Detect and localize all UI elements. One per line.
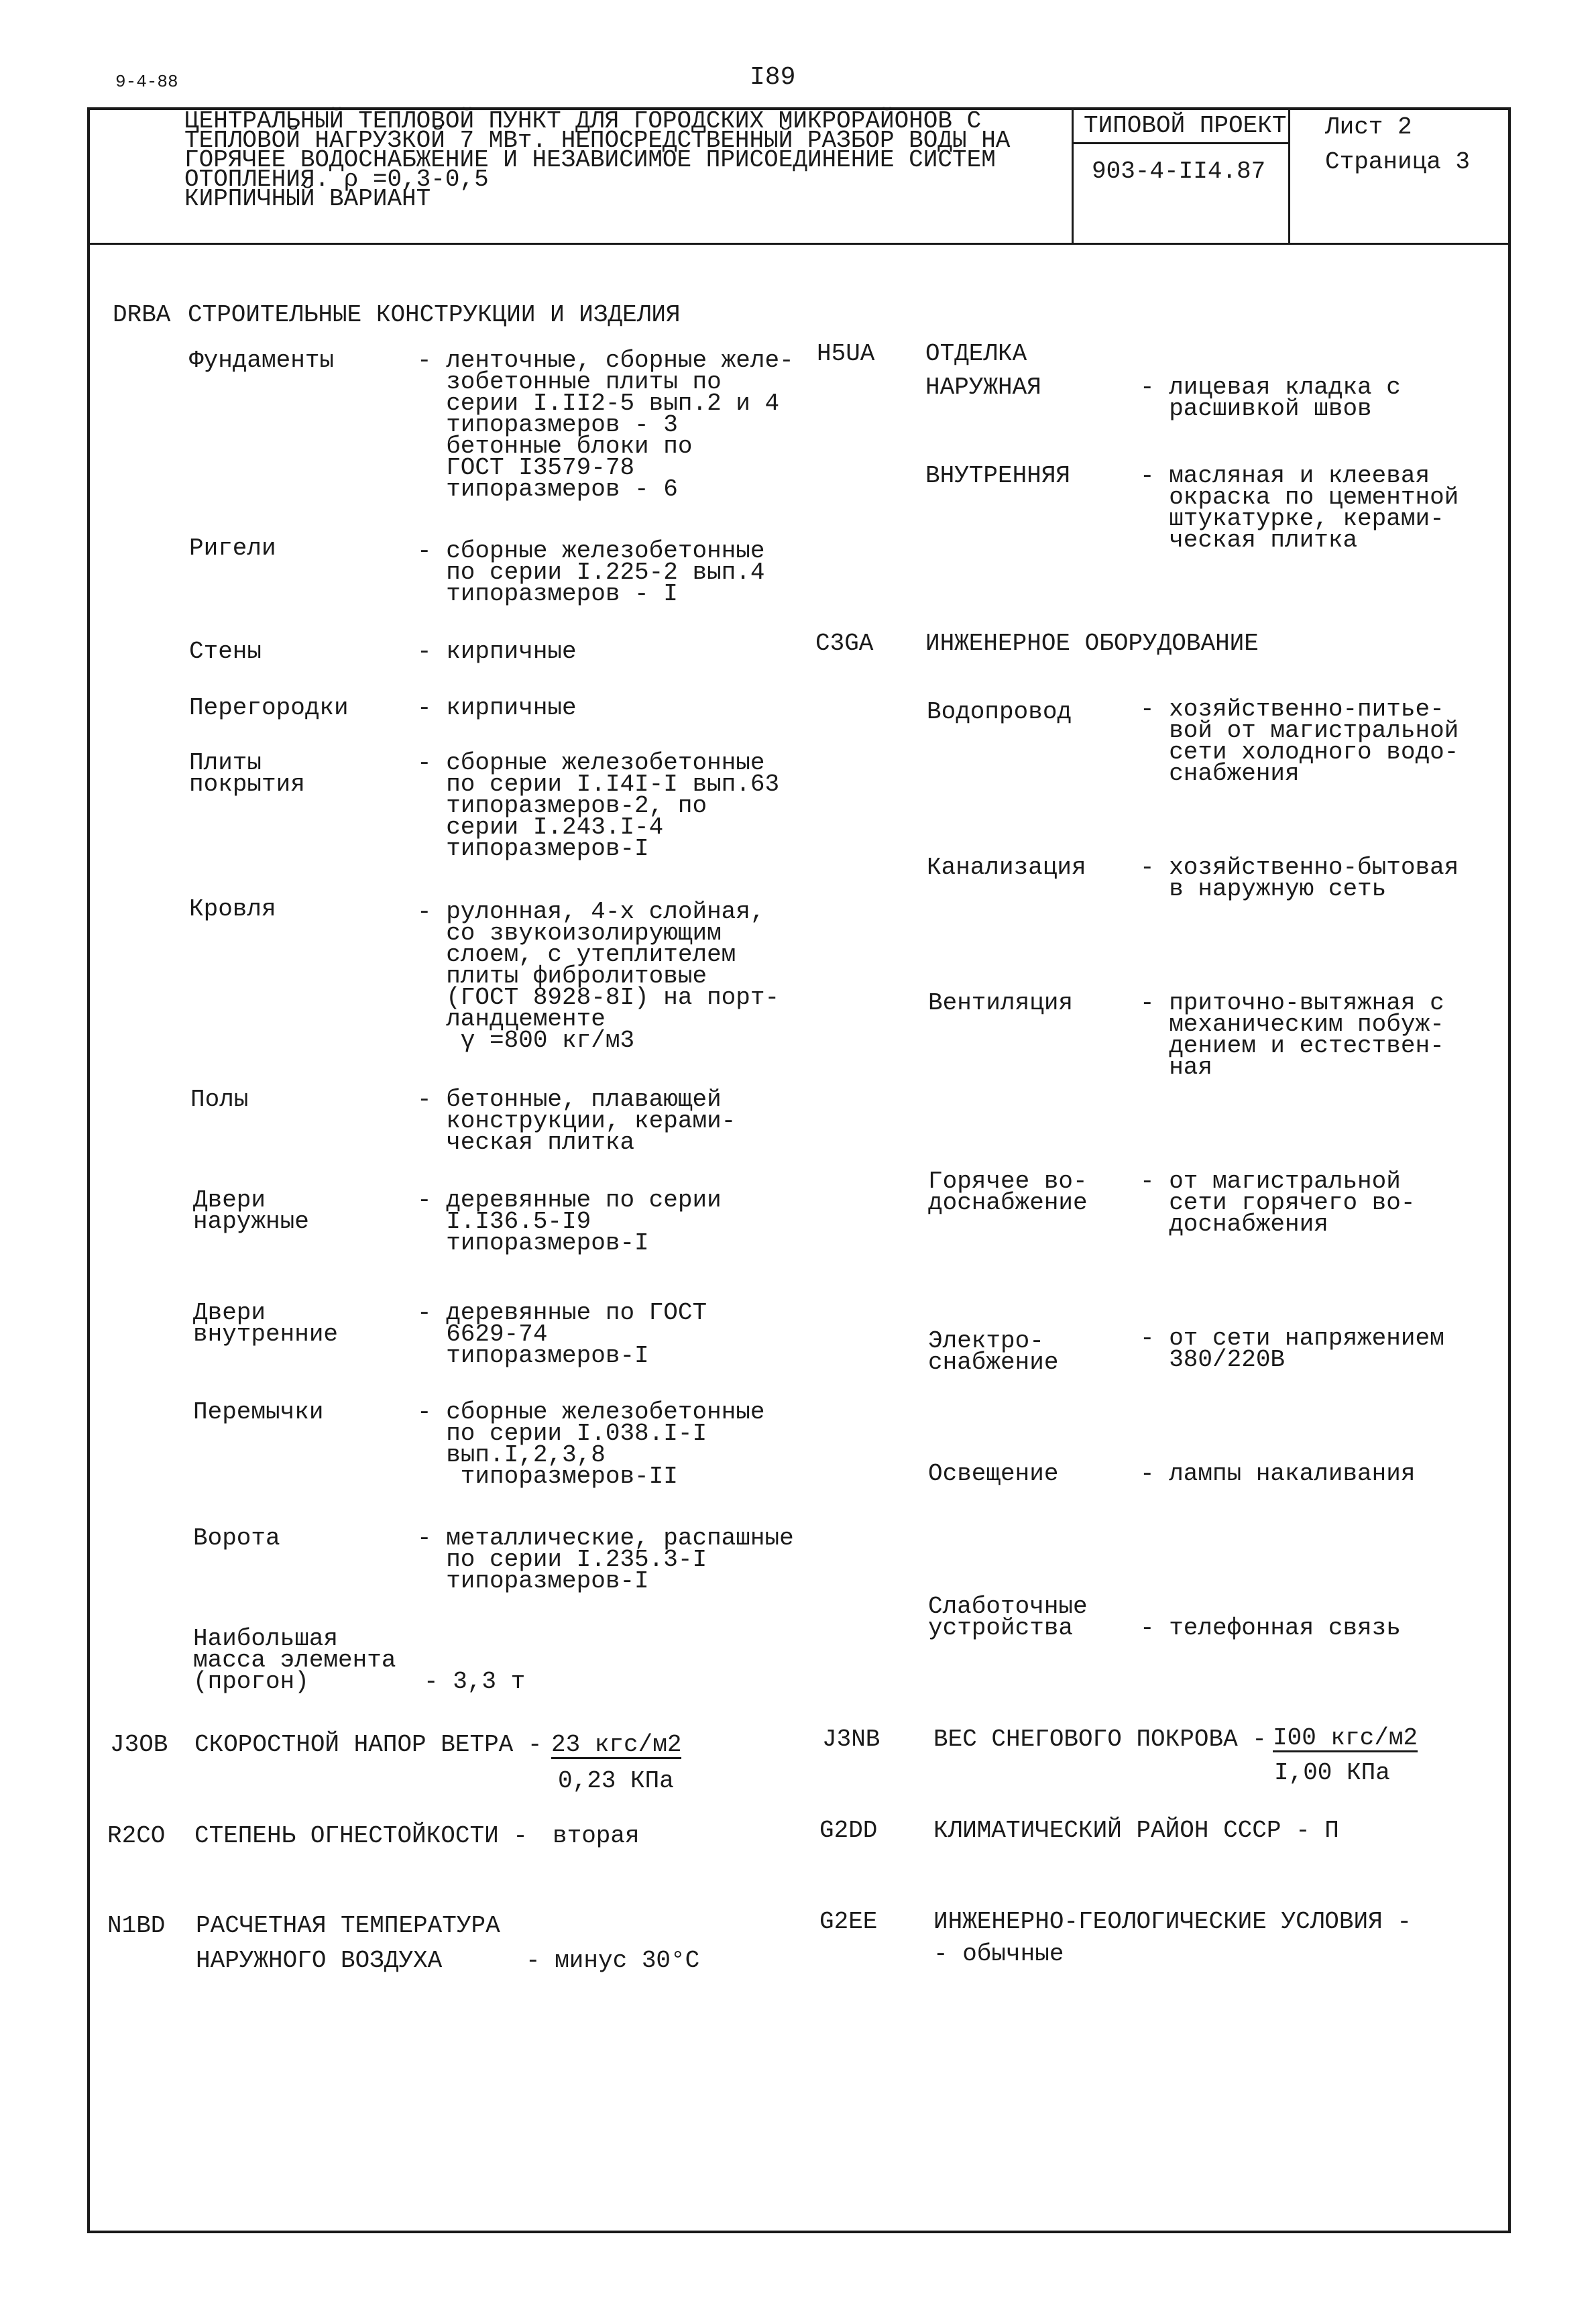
- finish-value-inner: - масляная и клеевая окраска по цементной штукатурке, керами- ческая плитка: [1140, 462, 1459, 554]
- project-number: 903-4-II4.87: [1092, 158, 1266, 185]
- item-label-floors: Полы: [190, 1086, 249, 1113]
- param-code-temperature: N1BD: [107, 1912, 166, 1939]
- document-title: ЦЕНТРАЛЬНЫЙ ТЕПЛОВОЙ ПУНКТ ДЛЯ ГОРОДСКИХ МИКРОРАЙОНОВ С ТЕПЛОВОЙ НАГРУЗКОЙ 7 МВт. НЕПОСРЕДСТВЕННЫЙ РАЗБОР ВОДЫ НА ГОРЯЧЕЕ ВОДОСНАБЖЕНИЕ И НЕЗАВИСИМОЕ ПРИСОЕДИНЕНИЕ СИСТЕМ ОТОПЛЕНИЯ. ρ =0,3-0,5 КИРПИЧНЫЙ ВАРИАНТ: [184, 107, 1011, 213]
- param-code-snow: J3NB: [822, 1726, 880, 1753]
- param-text-climate: КЛИМАТИЧЕСКИЙ РАЙОН СССР - П: [933, 1817, 1339, 1844]
- item-label-max-mass: Наибольшая масса элемента (прогон): [193, 1625, 396, 1695]
- equip-label-low-current: Слаботочные устройства: [928, 1593, 1088, 1642]
- item-value-partitions: - кирпичные: [417, 694, 577, 722]
- param-code-wind: J3OB: [110, 1731, 168, 1758]
- param-value-snow: I00 кгс/м2: [1273, 1724, 1418, 1752]
- param-code-geology: G2EE: [819, 1908, 878, 1935]
- project-label-divider: [1072, 142, 1288, 144]
- item-label-lintels: Перемычки: [193, 1398, 324, 1426]
- page-number: I89: [750, 63, 796, 92]
- title-block-vline-2: [1288, 107, 1290, 243]
- param-value-temperature: - минус 30°С: [526, 1947, 700, 1974]
- section-code-equipment: C3GA: [815, 630, 874, 657]
- equip-label-sewerage: Канализация: [927, 854, 1086, 881]
- title-block-vline-1: [1072, 107, 1074, 243]
- equip-label-lighting: Освещение: [928, 1460, 1059, 1487]
- section-heading-structures: СТРОИТЕЛЬНЫЕ КОНСТРУКЦИИ И ИЗДЕЛИЯ: [188, 301, 681, 329]
- param-label-geology: ИНЖЕНЕРНО-ГЕОЛОГИЧЕСКИЕ УСЛОВИЯ -: [933, 1908, 1412, 1935]
- param-label-temperature: РАСЧЕТНАЯ ТЕМПЕРАТУРА: [196, 1912, 500, 1939]
- item-label-inner-doors: Двери внутренние: [193, 1299, 339, 1348]
- item-value-lintels: - сборные железобетонные по серии I.038.I-I вып.I,2,3,8 типоразмеров-II: [417, 1398, 765, 1490]
- item-value-outer-doors: - деревянные по серии I.I36.5-I9 типоразмеров-I: [417, 1186, 722, 1257]
- item-label-roof-slabs: Плиты покрытия: [189, 749, 305, 798]
- equip-label-power: Электро- снабжение: [928, 1327, 1059, 1376]
- section-heading-finish: ОТДЕЛКА: [925, 340, 1027, 368]
- item-value-gates: - металлические, распашные по серии I.235.3-I типоразмеров-I: [417, 1524, 794, 1595]
- item-value-max-mass: - 3,3 т: [424, 1668, 526, 1695]
- section-code-finish: H5UA: [817, 340, 875, 368]
- item-label-foundations: Фундаменты: [189, 347, 335, 374]
- param-label-fire: СТЕПЕНЬ ОГНЕСТОЙКОСТИ -: [194, 1822, 528, 1850]
- item-value-floors: - бетонные, плавающей конструкции, керами- ческая плитка: [417, 1086, 736, 1156]
- equip-value-hot-water: - от магистральной сети горячего во- доснабжения: [1140, 1168, 1416, 1238]
- param-value-wind: 23 кгс/м2: [551, 1731, 682, 1758]
- equip-value-lighting: - лампы накаливания: [1140, 1460, 1416, 1487]
- param-code-fire: R2CO: [107, 1822, 166, 1850]
- item-label-walls: Стены: [189, 638, 262, 665]
- param-code-climate: G2DD: [819, 1817, 878, 1844]
- item-label-gates: Ворота: [193, 1524, 280, 1552]
- param-value2-wind: 0,23 КПа: [558, 1767, 674, 1795]
- item-value-roof-slabs: - сборные железобетонные по серии I.I4I-I вып.63 типоразмеров-2, по серии I.243.I-4 типоразмеров-I: [417, 749, 780, 862]
- item-label-crossbars: Ригели: [189, 535, 276, 562]
- equip-value-sewerage: - хозяйственно-бытовая в наружную сеть: [1140, 854, 1459, 903]
- page-label: Страница 3: [1325, 148, 1471, 176]
- finish-label-inner: ВНУТРЕННЯЯ: [925, 462, 1071, 490]
- equip-label-ventilation: Вентиляция: [928, 989, 1074, 1017]
- finish-value-outer: - лицевая кладка с расшивкой швов: [1140, 374, 1401, 423]
- section-code-structures: DRBA: [113, 301, 171, 329]
- param-label2-temperature: НАРУЖНОГО ВОЗДУХА: [196, 1947, 443, 1974]
- item-value-walls: - кирпичные: [417, 638, 577, 665]
- equip-value-ventilation: - приточно-вытяжная с механическим побуж- дением и естествен- ная: [1140, 989, 1444, 1081]
- item-value-inner-doors: - деревянные по ГОСТ 6629-74 типоразмеров-I: [417, 1299, 707, 1369]
- param-label-snow: ВЕС СНЕГОВОГО ПОКРОВА -: [933, 1726, 1267, 1753]
- equip-label-water-supply: Водопровод: [927, 698, 1072, 726]
- item-value-roofing: - рулонная, 4-х слойная, со звукоизолирующим слоем, с утеплителем плиты фибролитовые (ГОСТ 8928-8I) на порт- ландцементе γ =800 кг/м3: [417, 898, 780, 1054]
- item-value-crossbars: - сборные железобетонные по серии I.225-2 вып.4 типоразмеров - I: [417, 537, 765, 608]
- equip-value-power: - от сети напряжением 380/220В: [1140, 1325, 1444, 1373]
- document-code: 9-4-88: [115, 72, 178, 92]
- equip-label-hot-water: Горячее во- доснабжение: [928, 1168, 1088, 1217]
- param-label-wind: СКОРОСТНОЙ НАПОР ВЕТРА -: [194, 1731, 543, 1758]
- item-label-partitions: Перегородки: [189, 694, 349, 722]
- finish-label-outer: НАРУЖНАЯ: [925, 374, 1041, 401]
- equip-value-low-current: - телефонная связь: [1140, 1614, 1401, 1642]
- param-value2-snow: I,00 КПа: [1274, 1759, 1390, 1787]
- title-block-divider: [87, 243, 1511, 245]
- item-value-foundations: - ленточные, сборные желе- зобетонные плиты по серии I.II2-5 вып.2 и 4 типоразмеров - 3 бетонные блоки по ГОСТ I3579-78 типоразмеров - 6: [417, 347, 794, 503]
- param-value-geology: - обычные: [933, 1940, 1064, 1968]
- equip-value-water-supply: - хозяйственно-питье- вой от магистральной сети холодного водо- снабжения: [1140, 695, 1459, 787]
- item-label-outer-doors: Двери наружные: [193, 1186, 309, 1235]
- param-value-fire: вторая: [553, 1822, 640, 1850]
- project-label: ТИПОВОЙ ПРОЕКТ: [1084, 112, 1287, 139]
- section-heading-equipment: ИНЖЕНЕРНОЕ ОБОРУДОВАНИЕ: [925, 630, 1259, 657]
- item-label-roofing: Кровля: [189, 895, 276, 923]
- sheet-number: Лист 2: [1325, 113, 1412, 141]
